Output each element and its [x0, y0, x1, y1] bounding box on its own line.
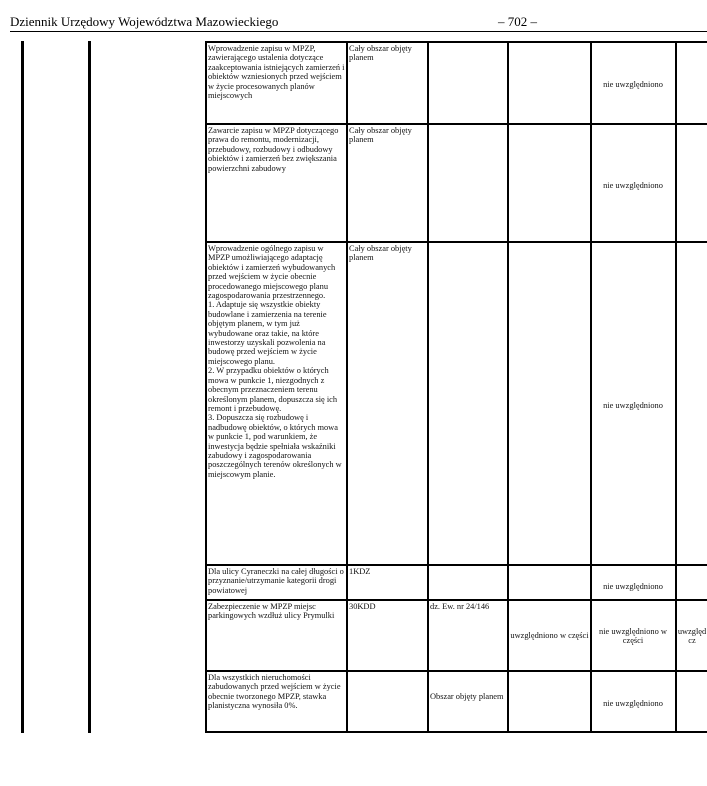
row-5-mayor-decision: uwzględniono w części — [510, 631, 589, 640]
row-1-area: Cały obszar objęty planem — [349, 44, 412, 63]
grid-vline — [21, 41, 24, 733]
row-1-council-decision: nie uwzględniono — [603, 80, 663, 89]
row-3-description: Wprowadzenie ogólnego zapisu w MPZP umożliwiającego adaptację obiektów i zamierzeń wybudowanych przed wejściem w życie obecnie procedowanego miejscowego planu zagospodarowania przestrzennego. 1. Adaptuje się wszystkie obiekty budowlane i zamierzenia na terenie objętym planem, w tym już wybudowane oraz takie, na które inwestorzy uzyskali pozwolenia na budowę przed wejściem w życie miejscowego planu. 2. W przypadku obiektów o których mowa w punkcie 1, niezgodnych z obecnym przeznaczeniem terenu określonym planem, dopuszcza się ich remont i przebudowę. 3. Dopuszcza się rozbudowę i nadbudowę obiektów, o których mowa w punkcie 1, pod warunkiem, że inwestycja będzie spełniała wskaźniki zabudowy i zagospodarowania poszczególnych terenów określonych w miejscowym planie. — [208, 244, 342, 479]
grid-vline — [88, 41, 91, 733]
grid-vline — [507, 41, 509, 733]
page-number: – 702 – — [498, 14, 537, 29]
grid-hline — [205, 41, 707, 43]
row-5-description: Zabezpieczenie w MPZP miejsc parkingowych wzdłuż ulicy Prymulki — [208, 602, 335, 621]
row-4-area: 1KDZ — [349, 567, 371, 576]
grid-hline — [205, 599, 707, 601]
row-4-council-decision: nie uwzględniono — [603, 582, 663, 591]
page-header — [0, 0, 707, 38]
row-5-extra-decision: uwzględ cz — [677, 627, 707, 646]
row-1-description: Wprowadzenie zapisu w MPZP, zawierającego ustalenia dotyczące zaakceptowania istniejących zamierzeń i obiektów wzniesionych przed wejściem w życie procesowanych planów miejscowych — [208, 44, 345, 101]
row-5-council-decision: nie uwzględniono w części — [599, 627, 667, 646]
grid-vline — [346, 41, 348, 733]
row-4-description: Dla ulicy Cyraneczki na całej długości o przyznanie/utrzymanie kategorii drogi powiatowej — [208, 567, 344, 595]
grid-hline — [205, 564, 707, 566]
grid-hline — [205, 670, 707, 672]
header-rule — [10, 31, 707, 32]
grid-vline — [205, 41, 207, 733]
row-3-council-decision: nie uwzględniono — [603, 401, 663, 410]
row-3-area: Cały obszar objęty planem — [349, 244, 412, 263]
row-2-description: Zawarcie zapisu w MPZP dotyczącego prawa do remontu, modernizacji, przebudowy, rozbudowy i odbudowy obiektów i zamierzeń bez zwiększania powierzchni zabudowy — [208, 126, 339, 173]
grid-hline — [205, 123, 707, 125]
row-2-area: Cały obszar objęty planem — [349, 126, 412, 145]
row-2-council-decision: nie uwzględniono — [603, 181, 663, 190]
grid-hline — [205, 731, 707, 733]
journal-title: Dziennik Urzędowy Województwa Mazowieckiego — [10, 14, 279, 29]
grid-hline — [205, 241, 707, 243]
grid-vline — [427, 41, 429, 733]
row-5-parcel: dz. Ew. nr 24/146 — [430, 602, 490, 611]
row-5-area: 30KDD — [349, 602, 376, 611]
row-6-council-decision: nie uwzględniono — [603, 699, 663, 708]
row-6-area: Obszar objęty planem — [430, 692, 504, 701]
row-6-description: Dla wszystkich nieruchomości zabudowanych przed wejściem w życie obecnie tworzonego MPZP, stawka planistyczna wynosiła 0%. — [208, 673, 341, 711]
